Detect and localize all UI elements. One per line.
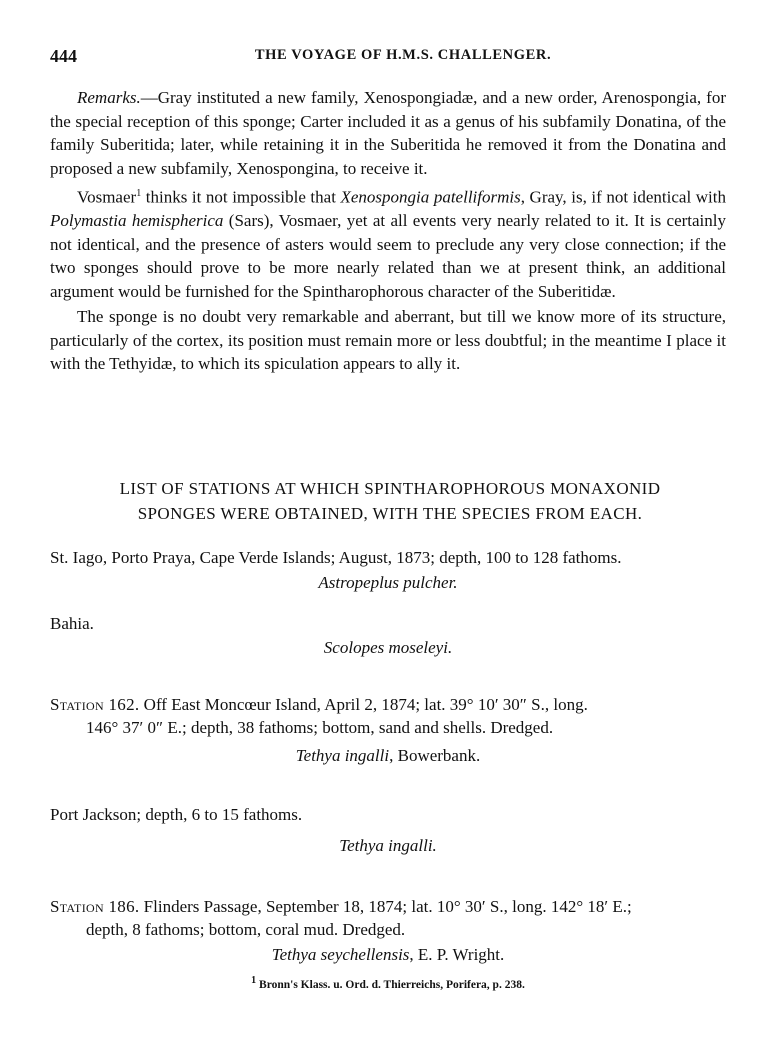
section-title [40, 476, 740, 526]
remarks-text-1: —Gray instituted a new family, Xenospongiadæ, and a new order, Arenospongia, for the special reception of this sponge; Carter included it as a genus of his subfamily Donatina, of the family Suberitida; later, while retaining it in the Suberitida he removed it from the Donatina and proposed a new subfamily, Xenospongina, to receive it. [50, 88, 726, 178]
station-entry-162 [50, 693, 726, 739]
species-name: Astropeplus pulcher. [318, 573, 458, 592]
remarks-text-2c: (Sars), Vosmaer, yet at all events very nearly related to it. It is certainly not identical, and the presence of asters would seem to preclude any very close connection; if the two sponges should prove to be more nearly related than we at present think, an additional argument would be furnished for the Spintharophorous character of the Suberitidæ. [50, 211, 727, 301]
station-entry-bahia [50, 612, 726, 635]
remarks-text-2a: thinks it not impossible that [141, 187, 341, 207]
station-details: Off East Moncœur Island, April 2, 1874; lat. 39° 10′ 30″ S., long. [139, 695, 588, 714]
station-species [0, 945, 776, 965]
station-line-1 [50, 693, 726, 716]
station-species [0, 746, 776, 766]
section-title-line-1: LIST OF STATIONS AT WHICH SPINTHAROPHOROUS MONAXONID [119, 479, 661, 498]
station-entry-port-jackson [50, 803, 726, 826]
remarks-paragraph-1 [50, 86, 726, 180]
remarks-section [50, 86, 726, 378]
station-line-2: 146° 37′ 0″ E.; depth, 38 fathoms; bottom, sand and shells. Dredged. [86, 718, 554, 737]
station-location: St. Iago, Porto Praya, Cape Verde Islands; August, 1873; depth, 100 to 128 fathoms. [50, 548, 622, 567]
station-species [0, 836, 776, 856]
station-entry-st-iago [50, 546, 726, 569]
station-line-2: depth, 8 fathoms; bottom, coral mud. Dredged. [86, 920, 406, 939]
species-polymastia: Polymastia hemispherica [50, 211, 224, 231]
station-entry-186 [50, 895, 726, 941]
species-xenospongia: Xenospongia patelliformis [340, 187, 521, 207]
station-label: Station 162. [50, 695, 140, 714]
remarks-paragraph-2 [50, 182, 726, 303]
station-label: Station 186. [50, 897, 140, 916]
running-head: THE VOYAGE OF H.M.S. CHALLENGER. [254, 47, 552, 63]
station-location: Bahia. [50, 614, 94, 633]
species-name: Tethya ingalli [295, 746, 390, 765]
footnote-marker: 1 [251, 975, 257, 986]
station-location: Port Jackson; depth, 6 to 15 fathoms. [50, 805, 303, 824]
species-author: , Bowerbank. [389, 746, 481, 765]
footnote [0, 975, 776, 991]
species-author: , E. P. Wright. [409, 945, 505, 964]
remarks-text-2b: , Gray, is, if not identical with [520, 187, 726, 207]
station-species [0, 638, 776, 658]
footnote-text: Bronn's Klass. u. Ord. d. Thierreichs, Porifera, p. 238. [256, 978, 525, 991]
station-line-1 [50, 895, 726, 918]
station-details: Flinders Passage, September 18, 1874; lat. 10° 30′ S., long. 142° 18′ E.; [139, 897, 632, 916]
remarks-label: Remarks. [77, 88, 141, 107]
author-vosmaer: Vosmaer [77, 187, 137, 207]
species-name: Scolopes moseleyi. [323, 638, 453, 657]
page-number: 444 [50, 46, 77, 66]
species-name: Tethya ingalli. [339, 836, 437, 855]
page-header [50, 46, 730, 70]
species-name: Tethya seychellensis [271, 945, 410, 964]
remarks-paragraph-3: The sponge is no doubt very remarkable and aberrant, but till we know more of its structure, particularly of the cortex, its position must remain more or less doubtful; in the meantime I place it with the Tethyidæ, to which its spiculation appears to ally it. [50, 307, 726, 374]
station-species [0, 573, 776, 593]
footnote-ref: 1 [136, 188, 142, 199]
section-title-line-2: SPONGES WERE OBTAINED, WITH THE SPECIES FROM EACH. [137, 504, 643, 523]
